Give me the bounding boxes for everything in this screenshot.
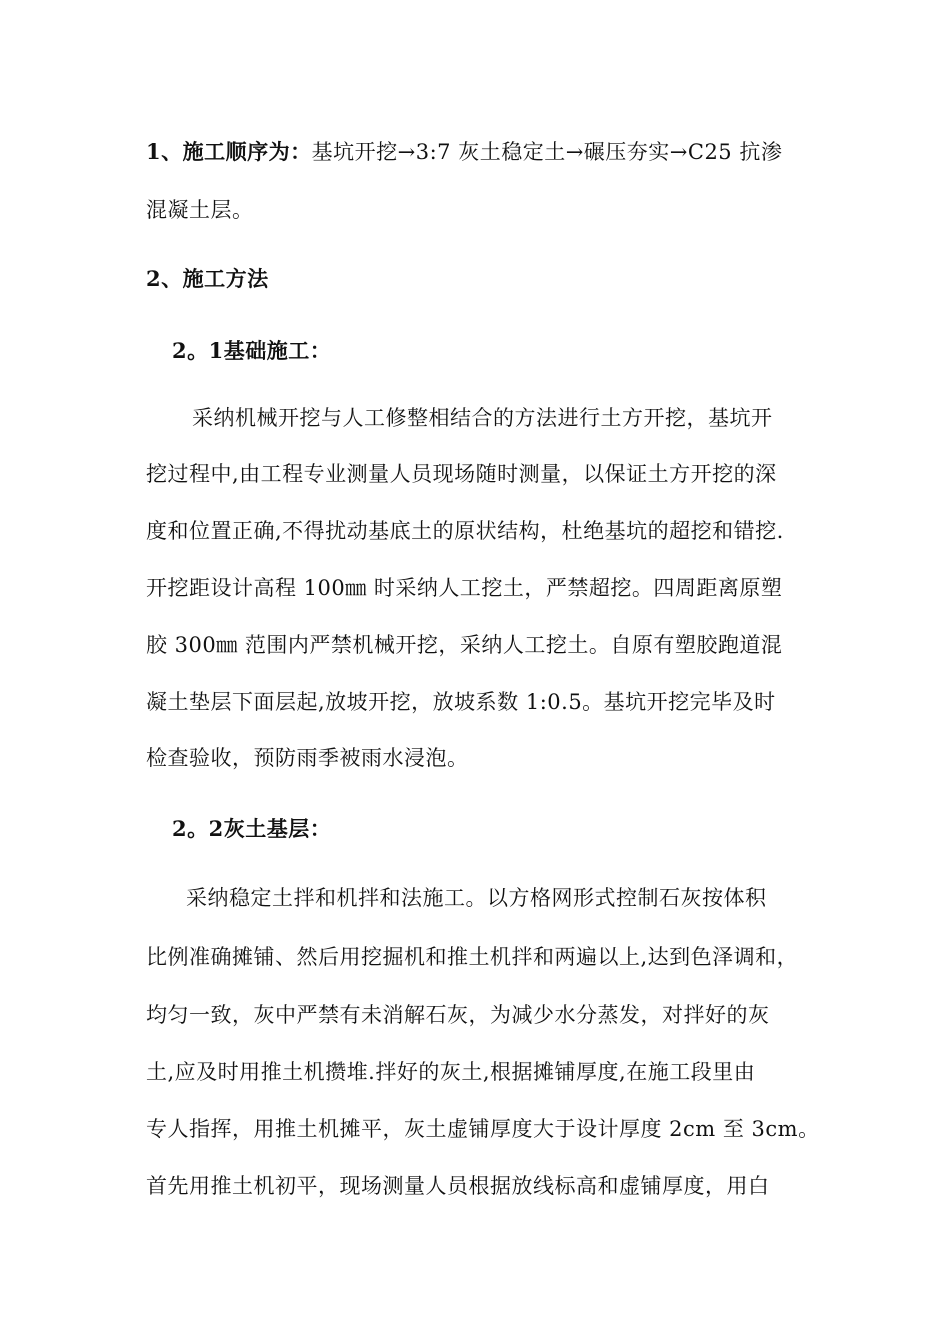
section2-heading: 2、施工方法 xyxy=(146,266,269,291)
sub21-heading: 2。1基础施工： xyxy=(172,338,332,363)
sub22-line-3: 均匀一致，灰中严禁有未消解石灰，为减少水分蒸发，对拌好的灰 xyxy=(146,1003,770,1027)
sub22-line-5: 专人指挥，用推土机摊平，灰土虚铺厚度大于设计厚度 2cm 至 3cm。 xyxy=(146,1117,820,1141)
section1-label: 1、施工顺序为： xyxy=(146,139,312,164)
sub21-line-5: 胶 300㎜ 范围内严禁机械开挖，采纳人工挖土。自原有塑胶跑道混 xyxy=(146,633,783,657)
sub22-line-6: 首先用推土机初平，现场测量人员根据放线标高和虚铺厚度，用白 xyxy=(146,1174,770,1198)
sub21-line-2: 挖过程中,由工程专业测量人员现场随时测量，以保证土方开挖的深 xyxy=(146,462,777,486)
sub21-line-6: 凝土垫层下面层起,放坡开挖，放坡系数 1:0.5。基坑开挖完毕及时 xyxy=(146,690,776,714)
section1-text-line2: 混凝土层。 xyxy=(146,198,254,222)
sub21-line-7: 检查验收，预防雨季被雨水浸泡。 xyxy=(146,746,469,770)
section1-text-line1: 基坑开挖→3:7 灰土稳定土→碾压夯实→C25 抗渗 xyxy=(311,140,783,164)
sub22-line-4: 土,应及时用推土机攒堆.拌好的灰土,根据摊铺厚度,在施工段里由 xyxy=(146,1060,756,1084)
sub22-heading: 2。2灰土基层： xyxy=(172,816,332,841)
sub21-line-4: 开挖距设计高程 100㎜ 时采纳人工挖土，严禁超挖。四周距离原塑 xyxy=(146,576,783,600)
sub22-line-2: 比例准确摊铺、然后用挖掘机和推土机拌和两遍以上,达到色泽调和， xyxy=(146,945,799,969)
sub22-line-1: 采纳稳定土拌和机拌和法施工。以方格网形式控制石灰按体积 xyxy=(186,886,767,910)
sub21-line-3: 度和位置正确,不得扰动基底土的原状结构，杜绝基坑的超挖和错挖. xyxy=(146,519,784,543)
section1-line1 xyxy=(146,138,782,166)
sub21-line-1: 采纳机械开挖与人工修整相结合的方法进行土方开挖，基坑开 xyxy=(192,406,773,430)
